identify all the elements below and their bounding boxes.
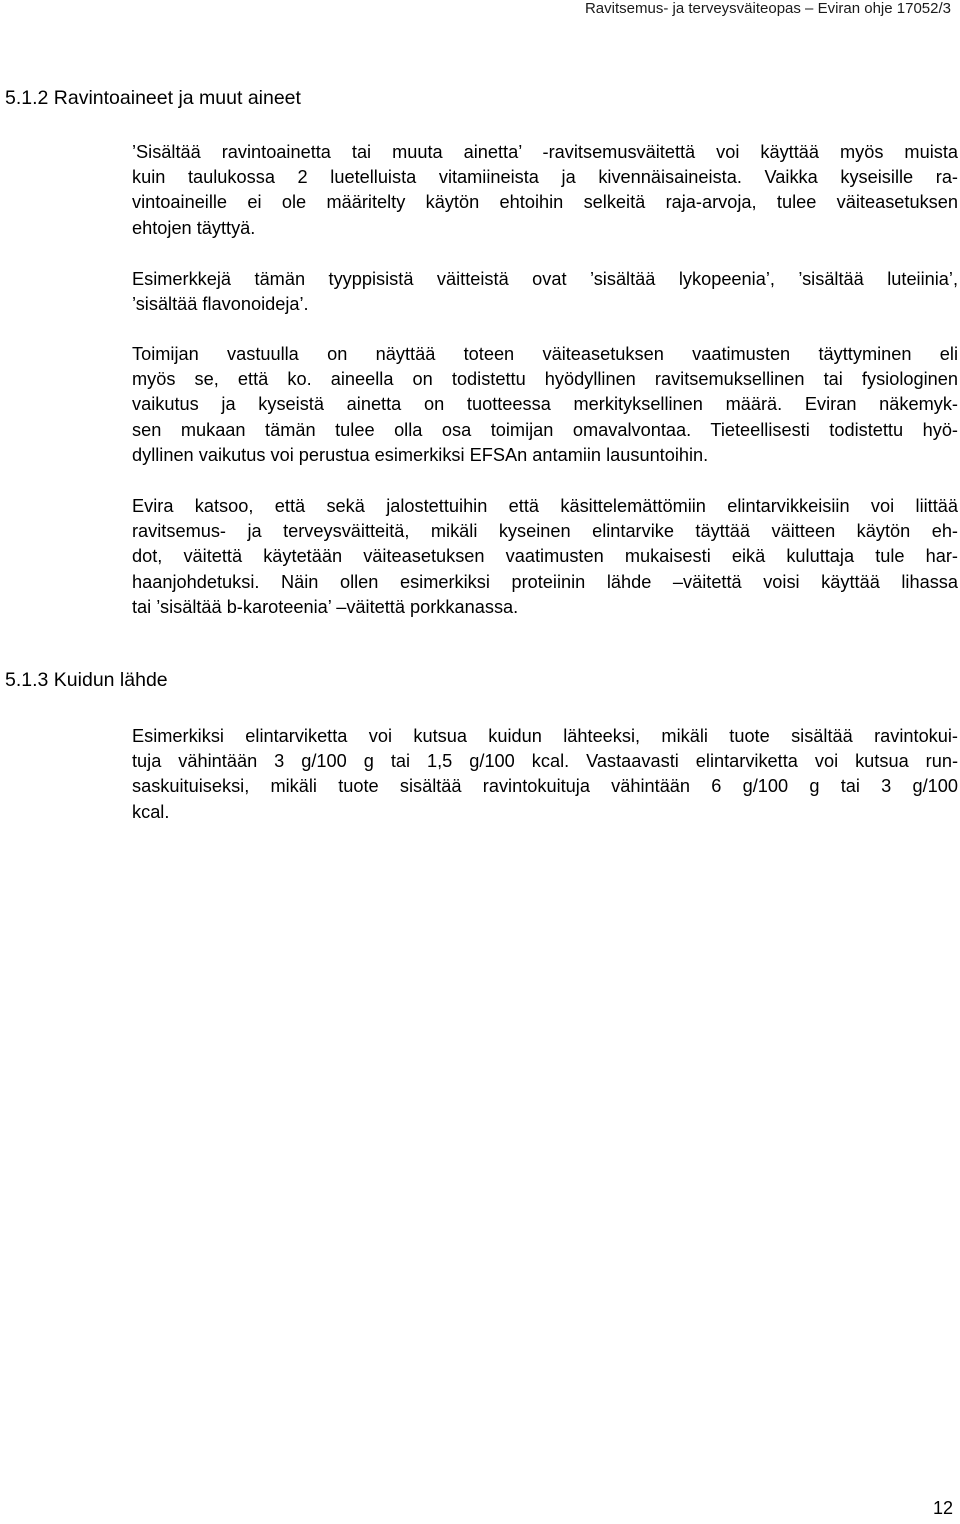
- text-line: Toimijan vastuulla on näyttää toteen väiteasetuksen vaatimusten täyttyminen eli: [132, 344, 958, 364]
- text-line: ehtojen täyttyä.: [132, 217, 256, 238]
- text-line: sen mukaan tämän tulee olla osa toimijan omavalvontaa. Tieteellisesti todistettu hyö-: [132, 419, 958, 440]
- text-line: dot, väitettä käytetään väiteasetuksen vaatimusten mukaisesti eikä kuluttaja tule har-: [132, 546, 958, 567]
- text-line: vintoaineille ei ole määritelty käytön ehtoihin selkeitä raja-arvoja, tulee väiteasetuksen: [132, 192, 958, 213]
- text-line: haanjohdetuksi. Näin ollen esimerkiksi proteiinin lähde –väitettä voisi käyttää lihassa: [132, 571, 958, 592]
- running-header: Ravitsemus- ja terveysväiteopas – Eviran ohje 17052/3: [584, 0, 951, 17]
- text-line: saskuituiseksi, mikäli tuote sisältää ravintokuituja vähintään 6 g/100 g tai 3 g/100: [132, 776, 958, 797]
- paragraph: [132, 267, 958, 317]
- text-line: ravitsemus- ja terveysväitteitä, mikäli kyseinen elintarvike täyttää väitteen käytön eh-: [132, 521, 958, 542]
- paragraph: [132, 494, 958, 620]
- text-line: myös se, että ko. aineella on todistettu hyödyllinen ravitsemuksellinen tai fysiologinen: [132, 369, 958, 390]
- text-line: kcal.: [132, 801, 170, 822]
- text-line: Esimerkiksi elintarviketta voi kutsua kuidun lähteeksi, mikäli tuote sisältää ravintokui-: [132, 726, 958, 746]
- text-line: tuja vähintään 3 g/100 g tai 1,5 g/100 kcal. Vastaavasti elintarviketta voi kutsua run-: [132, 751, 958, 772]
- text-line: Evira katsoo, että sekä jalostettuihin että käsittelemättömiin elintarvikkeisiin voi liittää: [132, 496, 958, 516]
- text-line: kuin taulukossa 2 luetelluista vitamiineista ja kivennäisaineista. Vaikka kyseisille ra-: [132, 167, 958, 188]
- text-line: ’sisältää flavonoideja’.: [132, 294, 309, 315]
- paragraph: [132, 724, 958, 825]
- section-heading-5-1-3: 5.1.3 Kuidun lähde: [5, 669, 168, 691]
- section-heading-5-1-2: 5.1.2 Ravintoaineet ja muut aineet: [5, 87, 301, 109]
- paragraph: [132, 342, 958, 468]
- text-line: vaikutus ja kyseistä ainetta on tuotteessa merkityksellinen määrä. Eviran näkemyk-: [132, 394, 958, 415]
- text-line: dyllinen vaikutus voi perustua esimerkiksi EFSAn antamiin lausuntoihin.: [132, 444, 709, 465]
- text-line: Esimerkkejä tämän tyyppisistä väitteistä ovat ’sisältää lykopeenia’, ’sisältää luteiinia’,: [132, 269, 958, 289]
- page-number: 12: [932, 1498, 953, 1518]
- text-line: ’Sisältää ravintoainetta tai muuta ainetta’ -ravitsemusväitettä voi käyttää myös muista: [132, 142, 958, 162]
- paragraph: [132, 140, 958, 241]
- text-line: tai ’sisältää b-karoteenia’ –väitettä porkkanassa.: [132, 596, 519, 617]
